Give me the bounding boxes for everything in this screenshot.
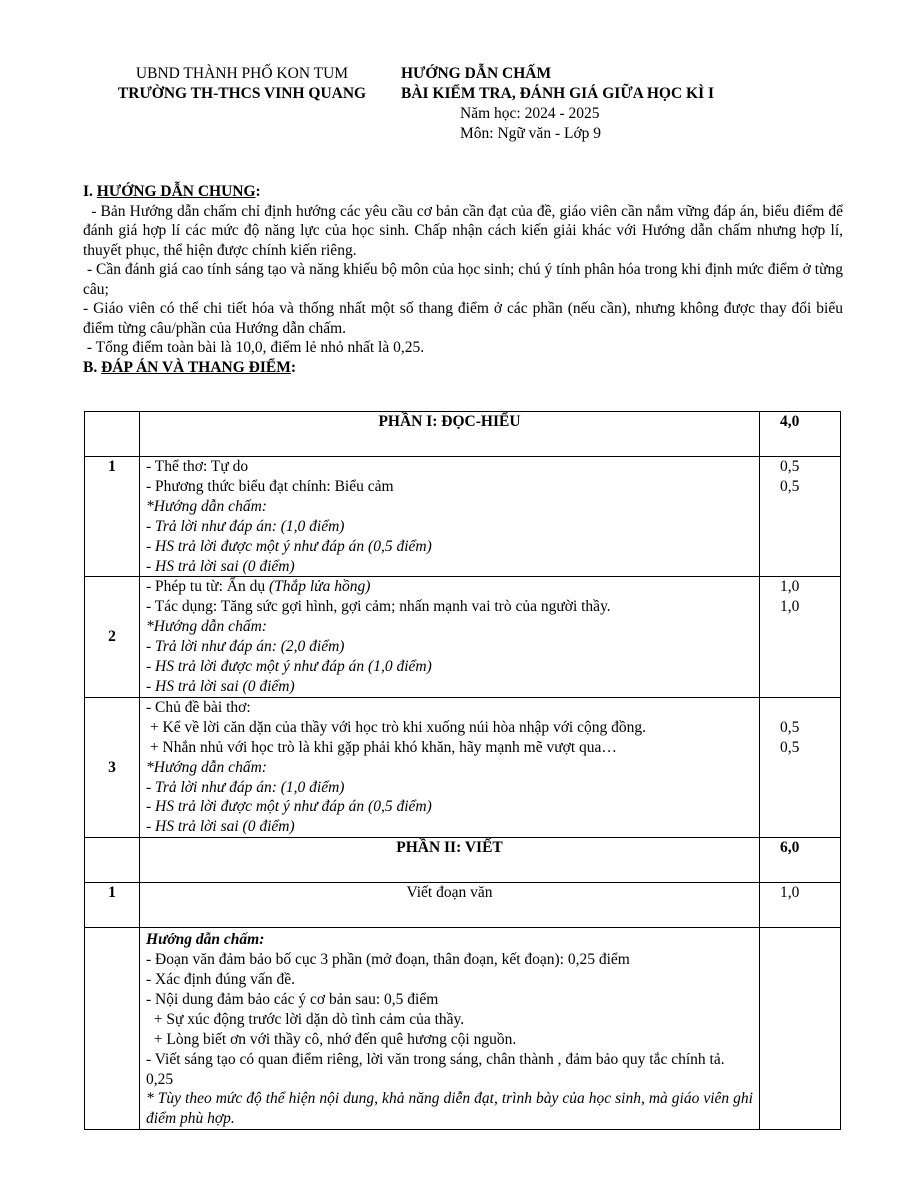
question-score: 0,5 0,5 [759,457,840,577]
question-number: 2 [85,577,140,697]
school-header [92,64,392,104]
scoring-table [84,411,841,1130]
question-content: - Phép tu từ: Ẩn dụ (Thắp lửa hồng) - Tác dụng: Tăng sức gợi hình, gợi cảm; nhấn mạnh vai trò của người thầy. *Hướng dẫn chấm: - Trả lời như đáp án: (2,0 điểm) - HS trả lời được một ý như đáp án (1,0 điểm) - HS trả lời sai (0 điểm) [140,577,760,697]
general-p3: - Giáo viên có thể chi tiết hóa và thống nhất một số thang điểm ở các phần (nếu cần), nhưng không được thay đổi biểu điểm từng câu/phần của Hướng dẫn chấm. [83,300,847,337]
part2-score: 6,0 [759,838,840,883]
question-content: - Thể thơ: Tự do - Phương thức biểu đạt chính: Biểu cảm *Hướng dẫn chấm: - Trả lời như đáp án: (1,0 điểm) - HS trả lời được một ý như đáp án (0,5 điểm) - HS trả lời sai (0 điểm) [140,457,760,577]
general-title: I. HƯỚNG DẪN CHUNG: [83,183,261,200]
table-row [85,697,841,837]
part2-title: PHẦN II: VIẾT [140,838,760,883]
table-row [85,412,841,457]
question-number: 1 [85,457,140,577]
authority-name: UBND THÀNH PHỐ KON TUM [135,65,349,82]
doc-title: HƯỚNG DẪN CHẤM [401,65,552,82]
general-p2: - Cần đánh giá cao tính sáng tạo và năng khiếu bộ môn của học sinh; chú ý tính phân hóa trong khi định mức điểm ở từng câu; [83,261,847,298]
table-row [85,457,841,577]
writing-task: Viết đoạn văn [140,883,760,928]
school-name: TRƯỜNG TH-THCS VINH QUANG [117,85,367,102]
general-section [83,182,847,377]
question-score: 1,0 1,0 [759,577,840,697]
document-header [401,64,901,144]
part1-score: 4,0 [759,412,840,457]
school-year: Năm học: 2024 - 2025 [460,105,600,122]
part1-title: PHẦN I: ĐỌC-HIỂU [140,412,760,457]
table-row [85,577,841,697]
doc-subtitle: BÀI KIỂM TRA, ĐÁNH GIÁ GIỮA HỌC KÌ I [401,85,715,102]
question-number: 3 [85,697,140,837]
writing-guide: Hướng dẫn chấm: - Đoạn văn đảm bảo bố cục 3 phần (mở đoạn, thân đoạn, kết đoạn): 0,25 điểm - Xác định đúng vấn đề. - Nội dung đảm bảo các ý cơ bản sau: 0,5 điểm + Sự xúc động trước lời dặn dò tình cảm của thầy. + Lòng biết ơn với thầy cô, nhớ đến quê hương cội nguồn. - Viết sáng tạo có quan điểm riêng, lời văn trong sáng, chân thành , đảm bảo quy tắc chính tả. 0,25 * Tùy theo mức độ thể hiện nội dung, khả năng diễn đạt, trình bày của học sinh, mà giáo viên ghi điểm phù hợp. [140,928,760,1130]
question-content: - Chủ đề bài thơ: + Kể về lời căn dặn của thầy với học trò khi xuống núi hòa nhập với cộng đồng. + Nhắn nhủ với học trò là khi gặp phải khó khăn, hãy mạnh mẽ vượt qua… *Hướng dẫn chấm: - Trả lời như đáp án: (1,0 điểm) - HS trả lời được một ý như đáp án (0,5 điểm) - HS trả lời sai (0 điểm) [140,697,760,837]
writing-score: 1,0 [759,883,840,928]
subject: Môn: Ngữ văn - Lớp 9 [460,125,602,142]
table-row [85,928,841,1130]
table-row [85,883,841,928]
general-p4: - Tổng điểm toàn bài là 10,0, điểm lẻ nhỏ nhất là 0,25. [83,339,425,356]
question-number: 1 [85,883,140,928]
answers-title: B. ĐÁP ÁN VÀ THANG ĐIỂM: [83,358,297,376]
general-p1: - Bản Hướng dẫn chấm chỉ định hướng các yêu cầu cơ bản cần đạt của đề, giáo viên cần nắm vững đáp án, biểu điểm để đánh giá hợp lí các mức độ năng lực của học sinh. Chấp nhận cách kiến giải khác với Hướng dẫn chấm nhưng hợp lí, thuyết phục, thể hiện được chính kiến riêng. [83,202,847,259]
question-score: 0,5 0,5 [759,697,840,837]
table-row [85,838,841,883]
